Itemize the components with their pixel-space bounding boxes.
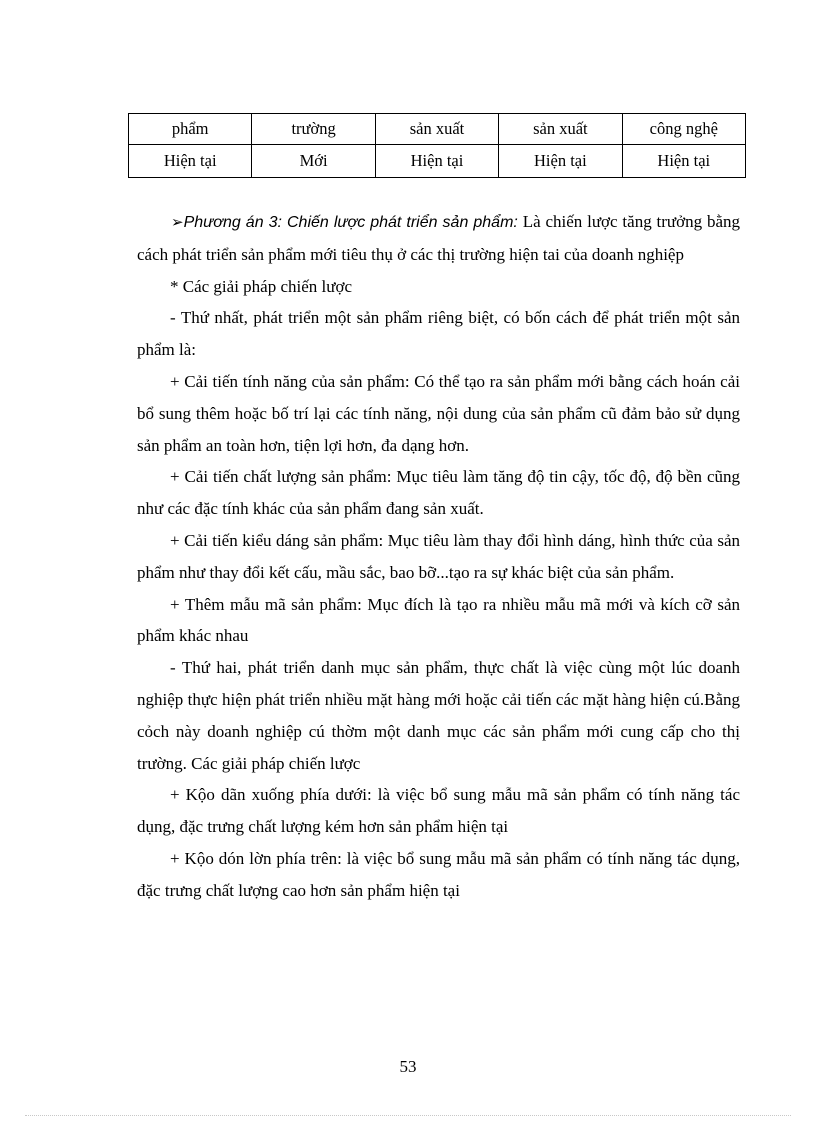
table-cell: sản xuất <box>375 114 498 145</box>
table-row <box>129 145 746 178</box>
page-bottom-divider <box>25 1115 791 1116</box>
paragraph: * Các giải pháp chiến lược <box>170 276 353 296</box>
paragraph: + Kộo dón lờn phía trên: là việc bổ sung mẫu mã sản phẩm có tính năng tác dụng, đặc trưng chất lượng cao hơn sản phẩm hiện tại <box>137 848 740 900</box>
table-cell: Hiện tại <box>129 145 252 178</box>
paragraph: - Thứ nhất, phát triển một sản phẩm riêng biệt, có bốn cách để phát triển một sản phẩm là: <box>137 308 740 360</box>
table-cell: Hiện tại <box>375 145 498 178</box>
paragraph: + Kộo dãn xuống phía dưới: là việc bổ sung mẫu mã sản phẩm có tính năng tác dụng, đặc trưng chất lượng kém hơn sản phẩm hiện tại <box>137 785 740 837</box>
table-cell: sản xuất <box>499 114 622 145</box>
paragraph: + Cải tiến chất lượng sản phẩm: Mục tiêu làm tăng độ tin cậy, tốc độ, độ bền cũng như các đặc tính khác của sản phẩm đang sản xuất. <box>137 467 740 519</box>
body-text <box>137 206 740 907</box>
table-cell: công nghệ <box>622 114 745 145</box>
arrow-bullet-icon: ➢ <box>171 213 184 231</box>
table-cell: Hiện tại <box>622 145 745 178</box>
table-cell: phẩm <box>129 114 252 145</box>
page-number: 53 <box>399 1057 417 1076</box>
table-cell: trường <box>252 114 375 145</box>
strategy-paragraph <box>137 206 740 271</box>
paragraph: + Cải tiến kiểu dáng sản phẩm: Mục tiêu làm thay đổi hình dáng, hình thức của sản phẩm như thay đổi kết cấu, mầu sắc, bao bỡ...tạo ra sự khác biệt của sản phẩm. <box>137 530 740 582</box>
paragraph: + Thêm mẫu mã sản phẩm: Mục đích là tạo ra nhiều mẫu mã mới và kích cỡ sản phẩm khác nhau <box>137 594 740 646</box>
table-cell: Hiện tại <box>499 145 622 178</box>
strategy-matrix-table <box>128 113 746 178</box>
paragraph: + Cải tiến tính năng của sản phẩm: Có thể tạo ra sản phẩm mới bằng cách hoán cải bổ sung thêm hoặc bố trí lại các tính năng, nội dung của sản phẩm cũ đảm bảo sử dụng sản phẩm an toàn hơn, tiện lợi hơn, đa dạng hơn. <box>137 371 740 455</box>
table-row <box>129 114 746 145</box>
paragraph: - Thứ hai, phát triển danh mục sản phẩm, thực chất là việc cùng một lúc doanh nghiệp thực hiện phát triển nhiều mặt hàng mới hoặc cải tiến các mặt hàng hiện cú.Bằng cỏch này doanh nghiệp cú thờm một danh mục các sản phẩm mới cung cấp cho thị trường. Các giải pháp chiến lược <box>137 658 740 773</box>
strategy-description: Là chiến lược tăng trưởng bằng cách phát triển sản phẩm mới tiêu thụ ở các thị trường hiện tai của doanh nghiệp <box>137 212 740 264</box>
strategy-heading: Phương án 3: Chiến lược phát triển sản phẩm: <box>183 214 518 231</box>
table-cell: Mới <box>252 145 375 178</box>
